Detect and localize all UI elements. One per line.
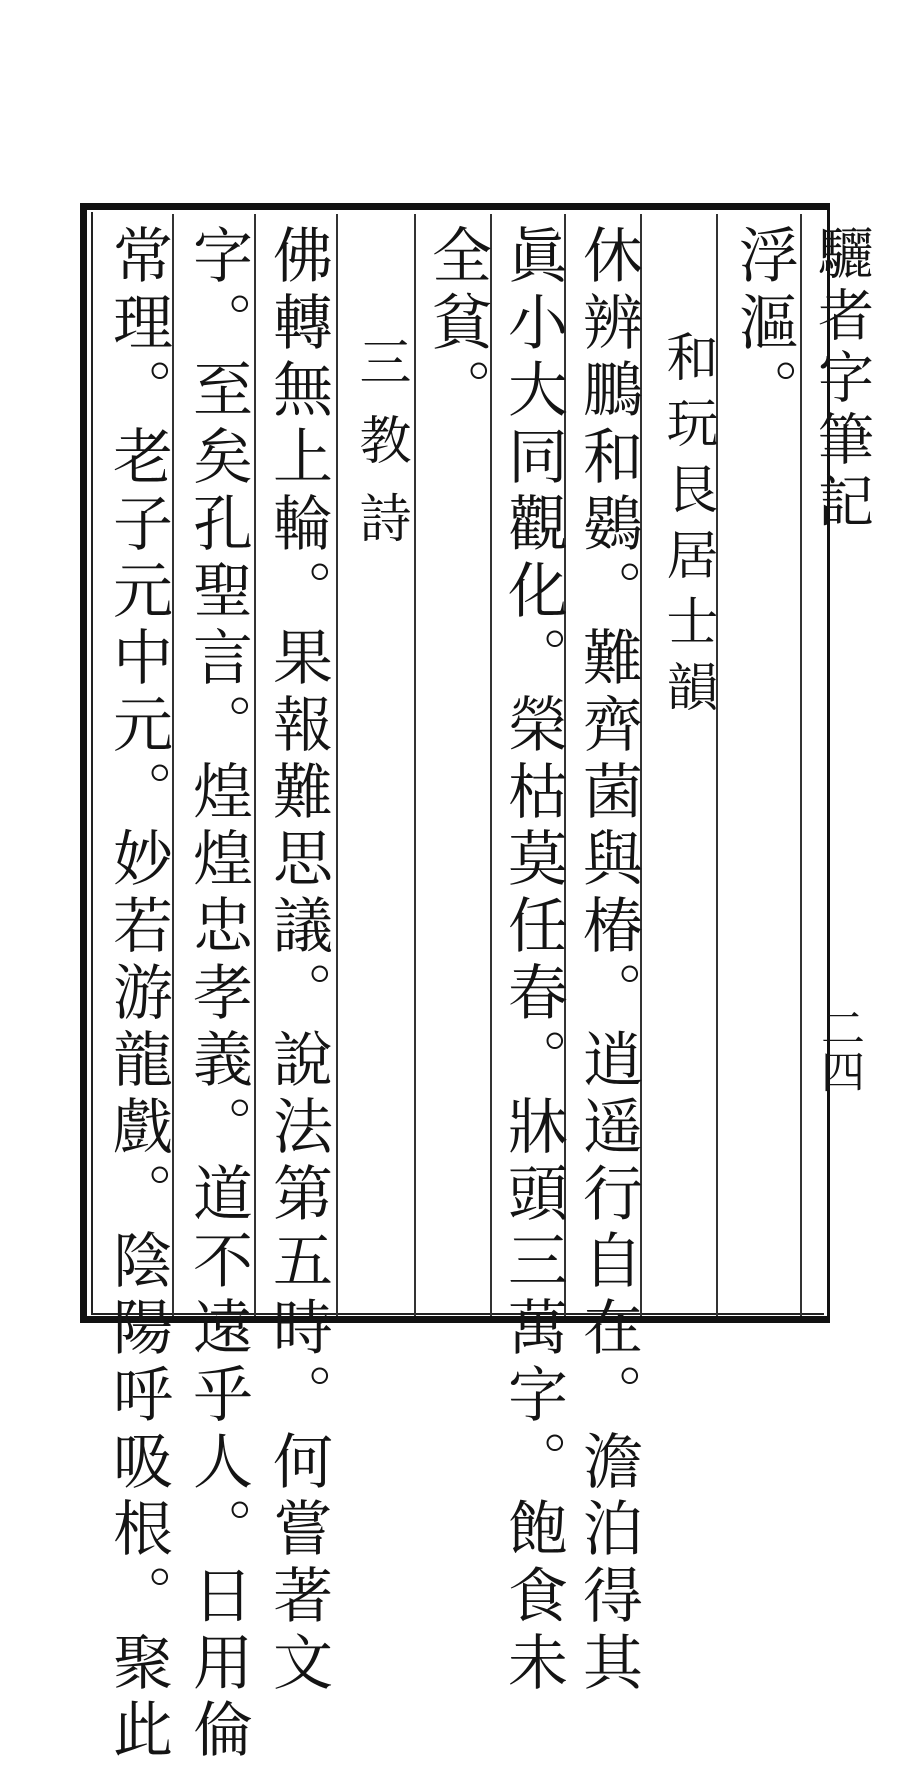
column-rule: [800, 214, 802, 1316]
text-column: 字。至矣孔聖言。煌煌忠孝義。道不遠乎人。日用倫: [183, 224, 253, 1765]
text-column: 常理。老子元中元。妙若游龍戲。陰陽呼吸根。聚此: [103, 224, 173, 1765]
column-rule: [254, 214, 256, 1316]
text-column: 眞小大同觀化。榮枯莫任春。牀頭三萬字。飽食未: [498, 224, 568, 1698]
text-column: 休辨鵬和鷃。難齊菌與椿。逍遥行自在。澹泊得其: [573, 224, 643, 1698]
book-title: 驪者字筆記: [809, 224, 874, 534]
text-column: 浮漚。: [729, 224, 799, 425]
column-rule: [336, 214, 338, 1316]
folio-number: 二四: [813, 1005, 864, 1093]
poem-heading: 和玩艮居士韻: [657, 330, 717, 726]
poem-heading: 三教詩: [350, 335, 410, 569]
text-column: 全貧。: [422, 224, 492, 425]
text-column: 佛轉無上輪。果報難思議。說法第五時。何嘗著文: [263, 224, 333, 1698]
